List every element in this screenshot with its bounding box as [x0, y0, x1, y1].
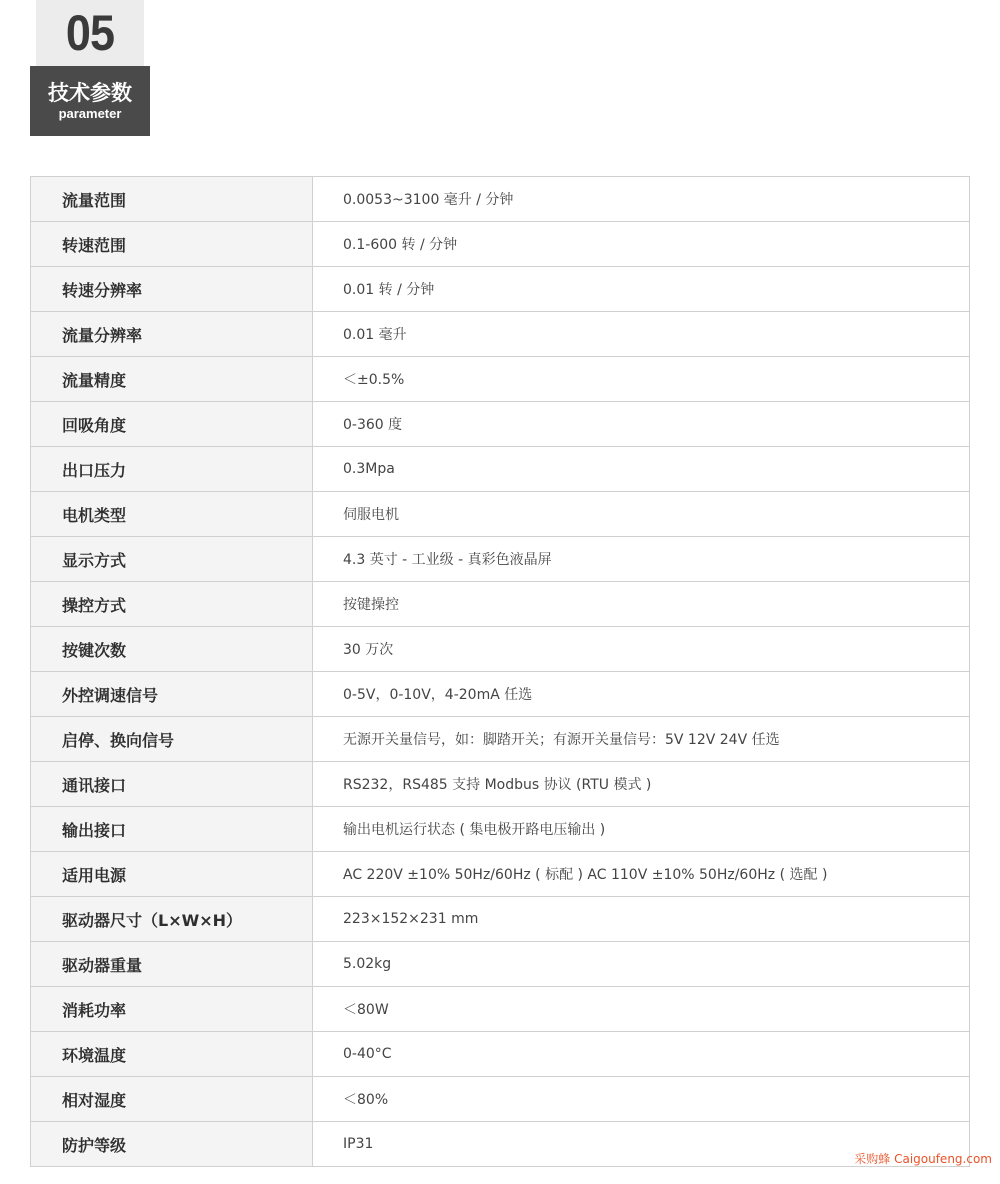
spec-key: 适用电源: [31, 852, 313, 897]
table-row: [31, 762, 970, 807]
table-row: [31, 312, 970, 357]
spec-value: 0.0053~3100 毫升 / 分钟: [313, 177, 970, 222]
spec-key: 启停、换向信号: [31, 717, 313, 762]
spec-key: 出口压力: [31, 447, 313, 492]
table-row: [31, 447, 970, 492]
table-row: [31, 627, 970, 672]
spec-value: 0.01 转 / 分钟: [313, 267, 970, 312]
spec-key: 操控方式: [31, 582, 313, 627]
spec-key: 外控调速信号: [31, 672, 313, 717]
spec-key: 消耗功率: [31, 987, 313, 1032]
spec-value: 0.01 毫升: [313, 312, 970, 357]
spec-value: 0-360 度: [313, 402, 970, 447]
table-row: [31, 1122, 970, 1167]
section-badge: [30, 0, 150, 136]
table-row: [31, 222, 970, 267]
table-row: [31, 267, 970, 312]
spec-table: [30, 176, 970, 1167]
table-row: [31, 852, 970, 897]
watermark: 采购蜂 Caigoufeng.com: [854, 1152, 992, 1166]
spec-key: 显示方式: [31, 537, 313, 582]
spec-value: ＜±0.5%: [313, 357, 970, 402]
spec-key: 输出接口: [31, 807, 313, 852]
table-row: [31, 717, 970, 762]
table-row: [31, 582, 970, 627]
spec-value: 伺服电机: [313, 492, 970, 537]
spec-value: 4.3 英寸 - 工业级 - 真彩色液晶屏: [313, 537, 970, 582]
spec-key: 电机类型: [31, 492, 313, 537]
table-row: [31, 807, 970, 852]
table-row: [31, 942, 970, 987]
spec-value: 30 万次: [313, 627, 970, 672]
spec-value: IP31: [313, 1122, 970, 1167]
spec-key: 流量分辨率: [31, 312, 313, 357]
spec-value: 无源开关量信号，如：脚踏开关；有源开关量信号：5V 12V 24V 任选: [313, 717, 970, 762]
spec-key: 通讯接口: [31, 762, 313, 807]
spec-value: 0.1-600 转 / 分钟: [313, 222, 970, 267]
spec-key: 回吸角度: [31, 402, 313, 447]
table-row: [31, 402, 970, 447]
spec-value: 输出电机运行状态 ( 集电极开路电压输出 ): [313, 807, 970, 852]
spec-key: 按键次数: [31, 627, 313, 672]
section-number: 05: [36, 0, 144, 66]
spec-value: 0.3Mpa: [313, 447, 970, 492]
spec-value: RS232，RS485 支持 Modbus 协议 (RTU 模式 ): [313, 762, 970, 807]
section-subtitle: parameter: [58, 106, 122, 121]
spec-key: 防护等级: [31, 1122, 313, 1167]
table-row: [31, 492, 970, 537]
spec-value: ＜80W: [313, 987, 970, 1032]
spec-key: 环境温度: [31, 1032, 313, 1077]
spec-key: 流量范围: [31, 177, 313, 222]
table-row: [31, 1077, 970, 1122]
spec-value: 0-5V，0-10V，4-20mA 任选: [313, 672, 970, 717]
table-row: [31, 177, 970, 222]
spec-key: 相对湿度: [31, 1077, 313, 1122]
section-title: 技术参数: [48, 81, 132, 105]
spec-key: 转速范围: [31, 222, 313, 267]
spec-value: 5.02kg: [313, 942, 970, 987]
spec-value: AC 220V ±10% 50Hz/60Hz ( 标配 ) AC 110V ±10% 50Hz/60Hz ( 选配 ): [313, 852, 970, 897]
table-row: [31, 897, 970, 942]
spec-key: 转速分辨率: [31, 267, 313, 312]
table-row: [31, 357, 970, 402]
spec-key: 驱动器重量: [31, 942, 313, 987]
spec-value: 223×152×231 mm: [313, 897, 970, 942]
spec-value: 按键操控: [313, 582, 970, 627]
spec-key: 流量精度: [31, 357, 313, 402]
spec-key: 驱动器尺寸（L×W×H）: [31, 897, 313, 942]
section-label: [30, 66, 150, 136]
table-row: [31, 537, 970, 582]
table-row: [31, 987, 970, 1032]
spec-value: 0-40°C: [313, 1032, 970, 1077]
table-row: [31, 672, 970, 717]
table-row: [31, 1032, 970, 1077]
spec-value: ＜80%: [313, 1077, 970, 1122]
